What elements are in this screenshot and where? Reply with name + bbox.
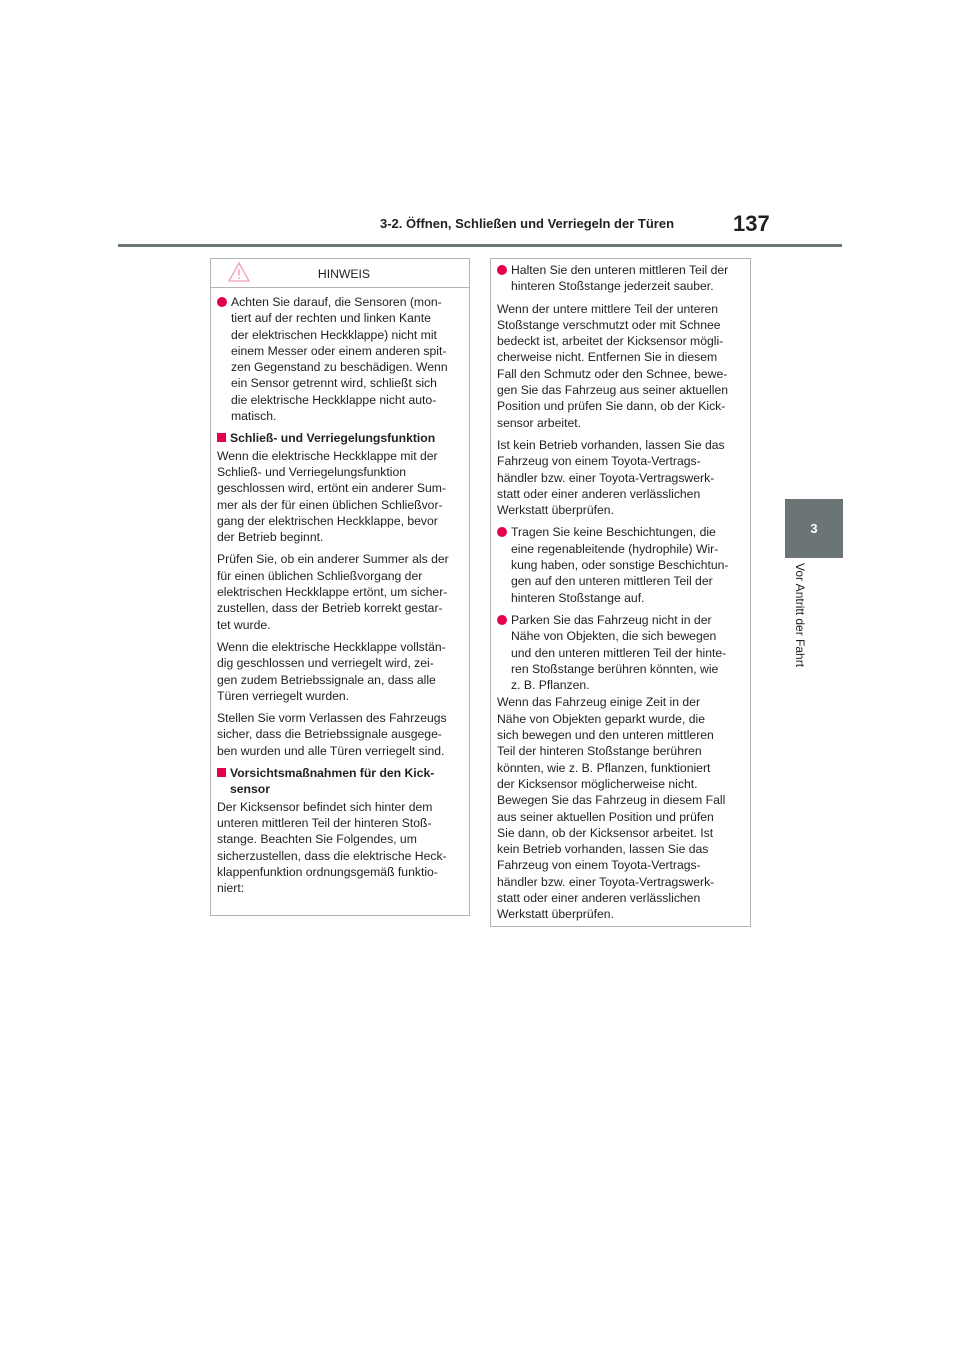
square-bullet-icon [217,768,226,777]
bullet-text: Achten Sie darauf, die Sensoren (mon- tiert auf der rechten und linken Kante der elektrischen Heckklappe) nicht mit einem Messer oder einem anderen spit- zen Gegenstand zu beschädigen. Wenn ein Sensor getrennt wird, schließt sich die elektrische Heckklappe nicht auto- matisch. [231,295,448,424]
paragraph: Wenn die elektrische Heckklappe mit der Schließ- und Verriegelungsfunktion geschlossen wird, ertönt ein anderer Sum- mer als der für einen üblichen Schließvor- gang der elektrischen Heckklappe, bevor der Betrieb beginnt. [217,448,446,545]
bullet-dot-icon [497,265,507,275]
bullet-dot-icon [217,297,227,307]
warning-triangle-icon [227,261,251,283]
paragraph: Der Kicksensor befindet sich hinter dem unteren mittleren Teil der hinteren Stoß- stange. Beachten Sie Folgendes, um sicherzustellen, dass die elektrische Heck- klappenfunktion ordnungsgemäß funktio- niert: [217,799,447,896]
bullet-item [497,524,742,605]
hinweis-header [211,259,469,288]
hinweis-label: HINWEIS [317,266,371,281]
subheading-text: Schließ- und Verriegelungsfunktion [230,431,436,446]
bullet-item [497,612,742,693]
chapter-tab[interactable] [785,499,843,558]
bullet-text: Tragen Sie keine Beschichtungen, die eine regenableitende (hydrophile) Wir- kung haben, oder sonstige Beschichtun- gen auf den unteren mittleren Teil der hinteren Stoßstange auf. [511,525,729,605]
paragraph: Prüfen Sie, ob ein anderer Summer als der für einen üblichen Schließvorgang der elektrischen Heckklappe ertönt, um sicher- zustellen, dass der Betrieb korrekt gestar- tet wurde. [217,552,449,632]
subheading-text: Vorsichtsmaßnahmen für den Kick- sensor [230,766,435,797]
bullet-dot-icon [497,615,507,625]
section-title: 3-2. Öffnen, Schließen und Verriegeln der Türen [380,216,675,231]
paragraph: Ist kein Betrieb vorhanden, lassen Sie das Fahrzeug von einem Toyota-Vertrags- händler bzw. einer Toyota-Vertragswerk- statt oder einer anderen verlässlichen Werkstatt überprüfen. [497,437,725,518]
bullet-item [497,262,742,295]
paragraph: Stellen Sie vorm Verlassen des Fahrzeugs sicher, dass die Betriebssignale ausgege- ben wurden und alle Türen verriegelt sind. [217,711,447,758]
square-bullet-icon [217,433,226,442]
paragraph: Wenn der untere mittlere Teil der unteren Stoßstange verschmutzt oder mit Schnee bedeckt ist, arbeitet der Kicksensor mögli- cherweise nicht. Entfernen Sie in diesem Fall den Schmutz oder den Schnee, bewe- gen Sie das Fahrzeug aus seiner aktuellen Position und prüfen Sie dann, ob der Kick- sensor arbeitet. [497,301,729,430]
subheading [217,765,461,798]
chapter-number: 3 [810,521,818,536]
chapter-label: Vor Antritt der Fahrt [793,563,807,668]
hinweis-box [210,258,470,916]
paragraph: Wenn das Fahrzeug einige Zeit in der Nähe von Objekten geparkt wurde, die sich bewegen und den unteren mittleren Teil der hinteren Stoßstange berühren könnten, wie z. B. Pflanzen, funktioniert der Kicksensor möglicherweise nicht. Bewegen Sie das Fahrzeug in diesem Fall aus seiner aktuellen Position und prüfen Sie dann, ob der Kicksensor arbeitet. Ist kein Betrieb vorhanden, lassen Sie das Fahrzeug von einem Toyota-Vertrags- händler bzw. einer Toyota-Vertragswerk- statt oder einer anderen verlässlichen Werkstatt überprüfen. [497,695,726,922]
bullet-text: Parken Sie das Fahrzeug nicht in der Nähe von Objekten, die sich bewegen und den unteren mittleren Teil der hinte- ren Stoßstange berühren könnten, wie z. B. Pflanzen. [511,612,727,693]
bullet-text: Halten Sie den unteren mittleren Teil der hinteren Stoßstange jederzeit sauber. [511,263,729,294]
hinweis-box-continued [490,258,751,927]
subheading [217,430,461,446]
paragraph: Wenn die elektrische Heckklappe vollstän- dig geschlossen und verriegelt wird, zei- gen zudem Betriebssignale an, dass alle Türen verriegelt wurden. [217,639,446,703]
bullet-dot-icon [497,527,507,537]
page-number: 137 [733,211,770,236]
header-divider [118,244,842,247]
bullet-item [217,294,461,424]
